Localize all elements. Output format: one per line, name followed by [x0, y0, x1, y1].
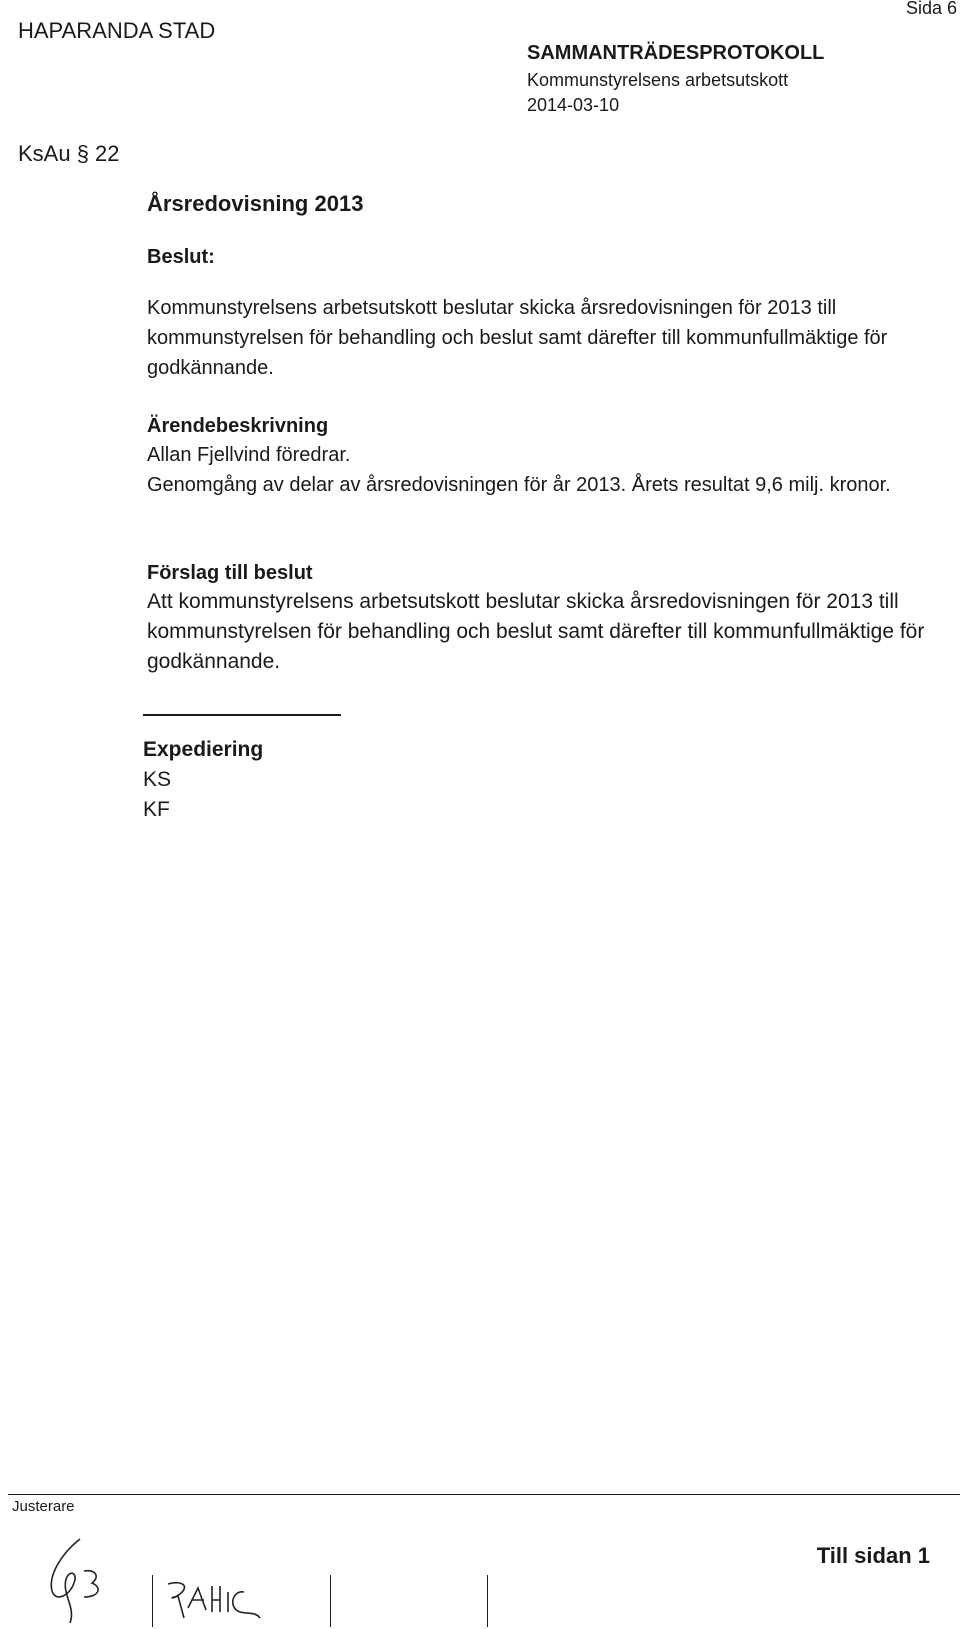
signature-divider: [152, 1575, 153, 1627]
signature-initials-1: [40, 1535, 112, 1627]
dispatch-recipient: KF: [143, 798, 170, 821]
dispatch-recipient: KS: [143, 768, 172, 791]
committee-name: Kommunstyrelsens arbetsutskott: [527, 70, 789, 90]
document-title: SAMMANTRÄDESPROTOKOLL: [527, 42, 825, 64]
decision-heading: Beslut:: [147, 246, 215, 268]
description-text: [147, 440, 937, 500]
proposal-text: Att kommunstyrelsens arbetsutskott beslutar skicka årsredovisningen för 2013 till kommunstyrelsen för behandling och beslut samt därefter till kommunfullmäktige för godkännande.: [147, 590, 925, 673]
dispatch-heading: Expediering: [143, 738, 264, 761]
page-number: Sida 6: [905, 0, 957, 18]
meeting-date: 2014-03-10: [527, 95, 620, 115]
section-divider: [143, 714, 341, 716]
summary-line: Genomgång av delar av årsredovisningen för år 2013. Årets resultat 9,6 milj. kronor.: [147, 474, 891, 496]
dispatch-list: [143, 765, 171, 825]
description-heading: Ärendebeskrivning: [147, 415, 329, 437]
signature-divider: [330, 1575, 331, 1627]
next-page-label: Till sidan 1: [816, 1543, 930, 1568]
proposal-heading: Förslag till beslut: [147, 562, 313, 584]
signature-divider: [487, 1575, 488, 1627]
adjusters-label: Justerare: [12, 1498, 75, 1515]
item-title: Årsredovisning 2013: [147, 191, 364, 216]
paragraph-reference: KsAu § 22: [18, 141, 120, 166]
organization-name: HAPARANDA STAD: [18, 18, 216, 43]
presenter-line: Allan Fjellvind föredrar.: [147, 444, 351, 466]
decision-text: Kommunstyrelsens arbetsutskott beslutar skicka årsredovisningen för 2013 till kommunstyrelsen för behandling och beslut samt därefter till kommunfullmäktige för godkännande.: [147, 297, 888, 379]
signature-initials-2: [162, 1578, 262, 1626]
footer-divider: [8, 1494, 960, 1495]
